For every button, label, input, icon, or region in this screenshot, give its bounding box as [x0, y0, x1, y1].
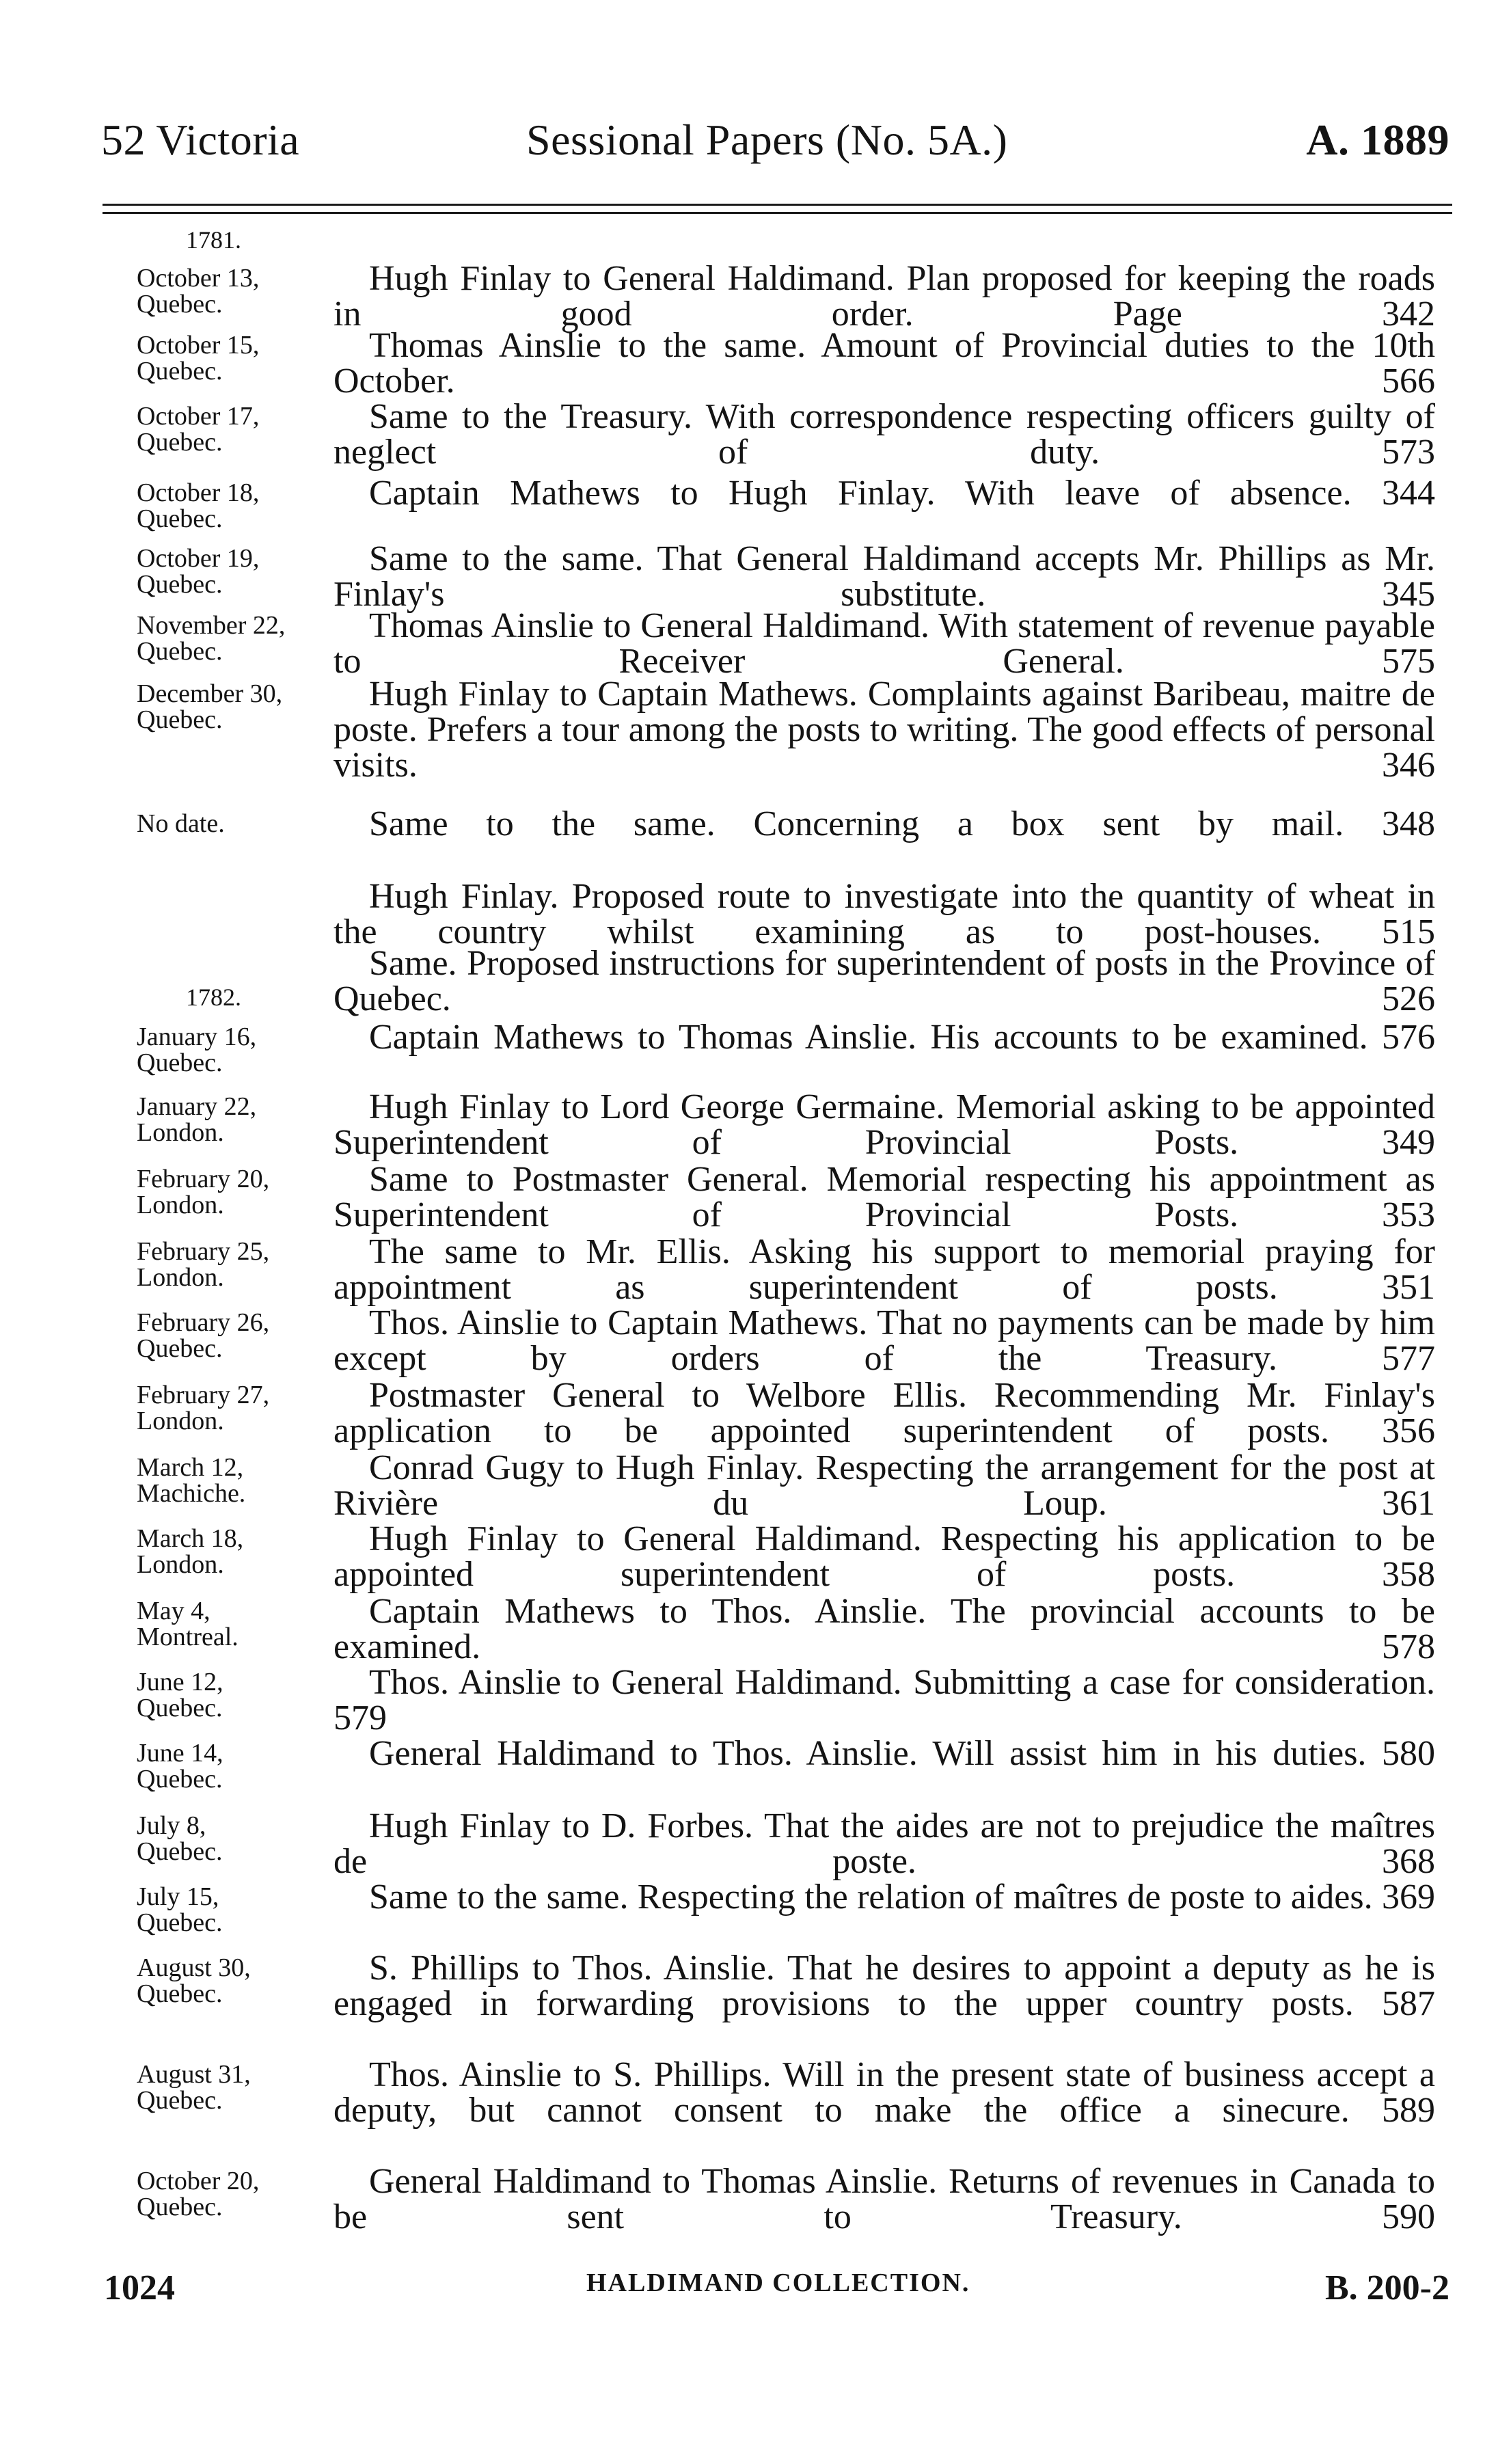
entry-description: Conrad Gugy to Hugh Finlay. Respecting the arrangement for the post at Rivière du Loup. 361: [333, 1448, 1435, 1523]
header-year: A. 1889: [1306, 116, 1449, 164]
entry-description: Thomas Ainslie to General Haldimand. With statement of revenue payable to Receiver General. 575: [333, 606, 1435, 681]
entry-description: Thomas Ainslie to the same. Amount of Provincial duties to the 10th October. 566: [333, 326, 1435, 401]
year-heading: 1781.: [186, 226, 241, 254]
entry-date: October 17, Quebec.: [137, 402, 260, 457]
entry-date: August 31, Quebec.: [137, 2060, 251, 2115]
entry-description: Same to the same. That General Haldimand accepts Mr. Phillips as Mr. Finlay's substitute. 345: [333, 539, 1435, 614]
year-heading: 1782.: [186, 984, 241, 1011]
entry-date: January 22, London.: [137, 1092, 257, 1147]
entry-description: Same to Postmaster General. Memorial respecting his appointment as Superintendent of Provincial Posts. 353: [333, 1160, 1435, 1234]
entry-date: August 30, Quebec.: [137, 1953, 251, 2008]
entry-description: Same to the same. Respecting the relation of maîtres de poste to aides. 369: [369, 1878, 1435, 1917]
entry-date: February 27, London.: [137, 1381, 270, 1435]
entry-description: Hugh Finlay to General Haldimand. Plan proposed for keeping the roads in good order. Page 342: [333, 259, 1435, 334]
entry-description: Same. Proposed instructions for superintendent of posts in the Province of Quebec. 526: [333, 944, 1435, 1018]
entry-date: October 19, Quebec.: [137, 544, 260, 599]
entry-date: October 13, Quebec.: [137, 264, 260, 319]
entry-date: November 22, Quebec.: [137, 611, 286, 666]
entry-date: July 15, Quebec.: [137, 1882, 223, 1937]
entry-date: June 12, Quebec.: [137, 1668, 223, 1722]
entry-date: June 14, Quebec.: [137, 1739, 223, 1793]
entry-description: Same to the Treasury. With correspondence respecting officers guilty of neglect of duty. 573: [333, 397, 1435, 472]
entry-date: July 8, Quebec.: [137, 1811, 223, 1866]
entry-date: February 26, Quebec.: [137, 1308, 270, 1363]
header-rule: [103, 204, 1452, 206]
header-title: Sessional Papers (No. 5A.): [526, 116, 1008, 164]
footer-collection: HALDIMAND COLLECTION.: [586, 2269, 970, 2297]
entry-description: Same to the same. Concerning a box sent by mail. 348: [369, 804, 1435, 843]
entry-description: Captain Mathews to Hugh Finlay. With leave of absence. 344: [369, 474, 1435, 513]
entry-description: Hugh Finlay to Lord George Germaine. Memorial asking to be appointed Superintendent of Provincial Posts. 349: [333, 1087, 1435, 1162]
entry-description: General Haldimand to Thomas Ainslie. Returns of revenues in Canada to be sent to Treasury. 590: [333, 2162, 1435, 2236]
entry-date: March 12, Machiche.: [137, 1453, 246, 1508]
entry-date: October 15, Quebec.: [137, 331, 260, 385]
entry-description: Captain Mathews to Thomas Ainslie. His accounts to be examined. 576: [369, 1018, 1435, 1057]
entry-description: Postmaster General to Welbore Ellis. Recommending Mr. Finlay's application to be appointed superintendent of posts. 356: [333, 1376, 1435, 1450]
header-rule-lower: [103, 212, 1452, 214]
page-number: 1024: [104, 2269, 175, 2307]
entry-description: S. Phillips to Thos. Ainslie. That he desires to appoint a deputy as he is engaged in forwarding provisions to the upper country posts. 587: [333, 1949, 1435, 2023]
footer-reference: B. 200-2: [1325, 2269, 1449, 2307]
entry-description: Hugh Finlay to General Haldimand. Respecting his application to be appointed superintendent of posts. 358: [333, 1519, 1435, 1594]
entry-description: Thos. Ainslie to S. Phillips. Will in the present state of business accept a deputy, but cannot consent to make the office a sinecure. 589: [333, 2055, 1435, 2130]
entry-description: Captain Mathews to Thos. Ainslie. The provincial accounts to be examined. 578: [333, 1592, 1435, 1666]
entry-description: Thos. Ainslie to Captain Mathews. That no payments can be made by him except by orders of the Treasury. 577: [333, 1303, 1435, 1378]
entry-date: December 30, Quebec.: [137, 679, 283, 734]
entry-date: May 4, Montreal.: [137, 1597, 239, 1651]
entry-description: The same to Mr. Ellis. Asking his support to memorial praying for appointment as superintendent of posts. 351: [333, 1232, 1435, 1307]
entry-date: March 18, London.: [137, 1524, 244, 1579]
entry-description: Hugh Finlay. Proposed route to investigate into the quantity of wheat in the country whilst examining as to post-houses. 515: [333, 877, 1435, 951]
entry-date: February 25, London.: [137, 1237, 270, 1292]
entry-date: January 16, Quebec.: [137, 1023, 257, 1077]
entry-date: No date.: [137, 809, 225, 838]
entry-description: Hugh Finlay to Captain Mathews. Complaints against Baribeau, maitre de poste. Prefers a tour among the posts to writing. The good effects of personal visits. 346: [333, 675, 1435, 785]
header-volume: 52 Victoria: [101, 116, 300, 164]
entry-date: February 20, London.: [137, 1165, 270, 1219]
entry-date: October 20, Quebec.: [137, 2167, 260, 2221]
entry-description: Hugh Finlay to D. Forbes. That the aides are not to prejudice the maîtres de poste. 368: [333, 1806, 1435, 1881]
entry-description: Thos. Ainslie to General Haldimand. Submitting a case for consideration. 579: [333, 1663, 1435, 1737]
entry-date: October 18, Quebec.: [137, 478, 260, 533]
entry-description: General Haldimand to Thos. Ainslie. Will assist him in his duties. 580: [369, 1734, 1435, 1773]
